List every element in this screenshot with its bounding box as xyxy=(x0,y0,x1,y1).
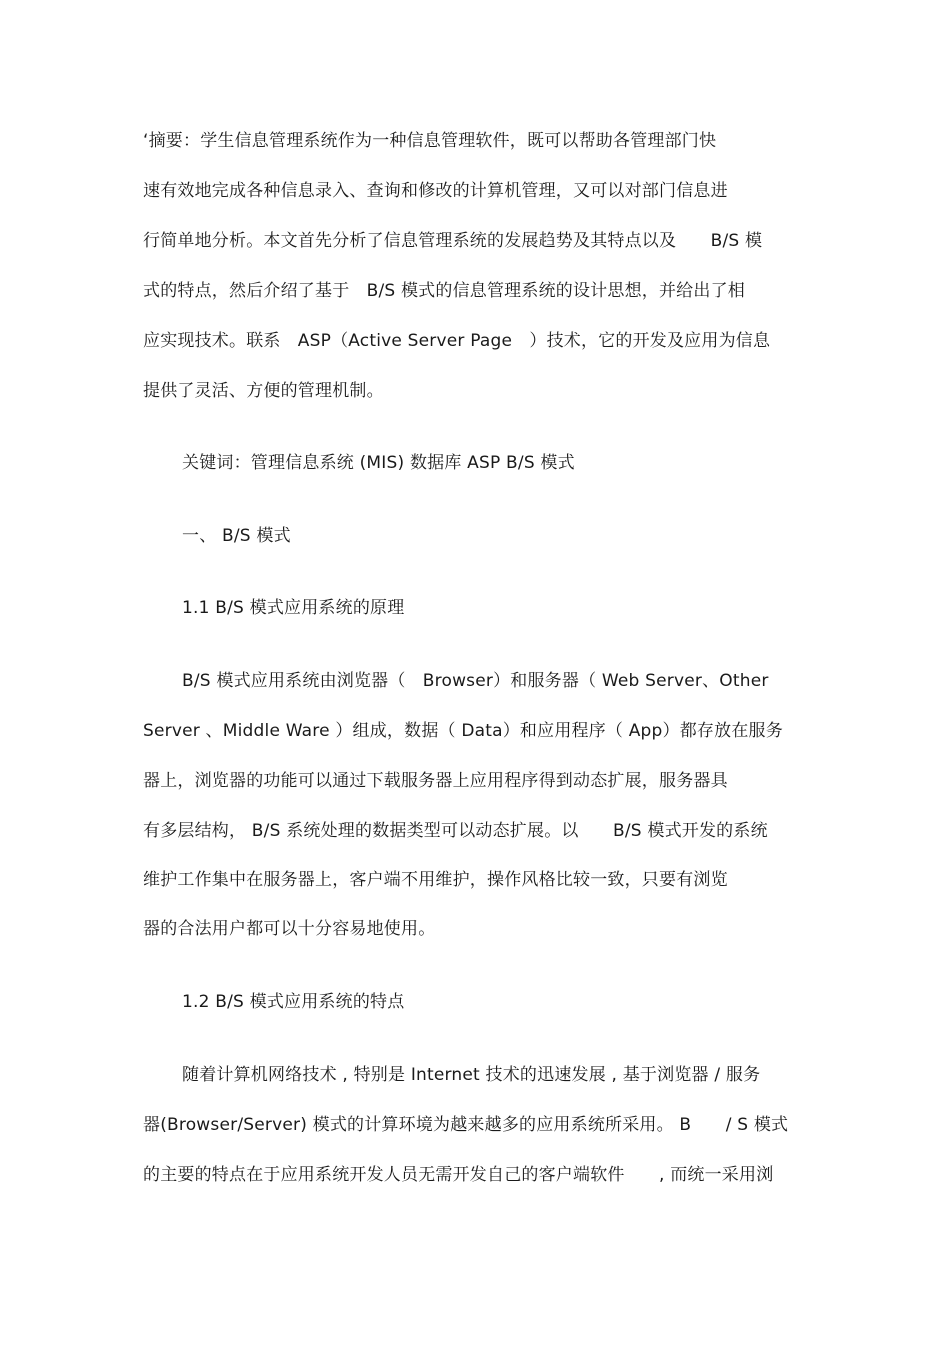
section-1-2-line-1: 随着计算机网络技术 , 特别是 Internet 技术的迅速发展 , 基于浏览器 / 服务 xyxy=(182,1065,761,1085)
section-1-1-line-4: 有多层结构， B/S 系统处理的数据类型可以动态扩展。以 B/S 模式开发的系统 xyxy=(143,821,768,841)
abstract-line-5: 应实现技术。联系 ASP（Active Server Page ）技术，它的开发及应用为信息 xyxy=(143,331,771,351)
section-1-1-title: 1.1 B/S 模式应用系统的原理 xyxy=(182,598,405,618)
section-1-title: 一、 B/S 模式 xyxy=(182,526,291,546)
abstract-line-6: 提供了灵活、方便的管理机制。 xyxy=(143,381,384,401)
abstract-line-4: 式的特点，然后介绍了基于 B/S 模式的信息管理系统的设计思想，并给出了相 xyxy=(143,281,745,301)
section-1-2-title: 1.2 B/S 模式应用系统的特点 xyxy=(182,992,405,1012)
section-1-1-line-2: Server 、Middle Ware ）组成，数据（ Data）和应用程序（ App）都存放在服务 xyxy=(143,721,783,741)
section-1-1-line-5: 维护工作集中在服务器上，客户端不用维护，操作风格比较一致，只要有浏览 xyxy=(143,870,728,890)
section-1-2-line-2: 器(Browser/Server) 模式的计算环境为越来越多的应用系统所采用。 B / S 模式 xyxy=(143,1115,789,1135)
abstract-line-3: 行简单地分析。本文首先分析了信息管理系统的发展趋势及其特点以及 B/S 模 xyxy=(143,231,763,251)
abstract-line-1: ‘摘要：学生信息管理系统作为一种信息管理软件，既可以帮助各管理部门快 xyxy=(143,131,717,151)
section-1-1-line-3: 器上，浏览器的功能可以通过下载服务器上应用程序得到动态扩展，服务器具 xyxy=(143,771,728,791)
section-1-1-line-6: 器的合法用户都可以十分容易地使用。 xyxy=(143,919,436,939)
section-1-1-line-1: B/S 模式应用系统由浏览器（ Browser）和服务器（ Web Server、Other xyxy=(182,671,769,691)
abstract-line-2: 速有效地完成各种信息录入、查询和修改的计算机管理，又可以对部门信息进 xyxy=(143,181,728,201)
section-1-2-line-3: 的主要的特点在于应用系统开发人员无需开发自己的客户端软件 , 而统一采用浏 xyxy=(143,1165,774,1185)
keywords-line: 关键词：管理信息系统 (MIS) 数据库 ASP B/S 模式 xyxy=(182,453,575,473)
